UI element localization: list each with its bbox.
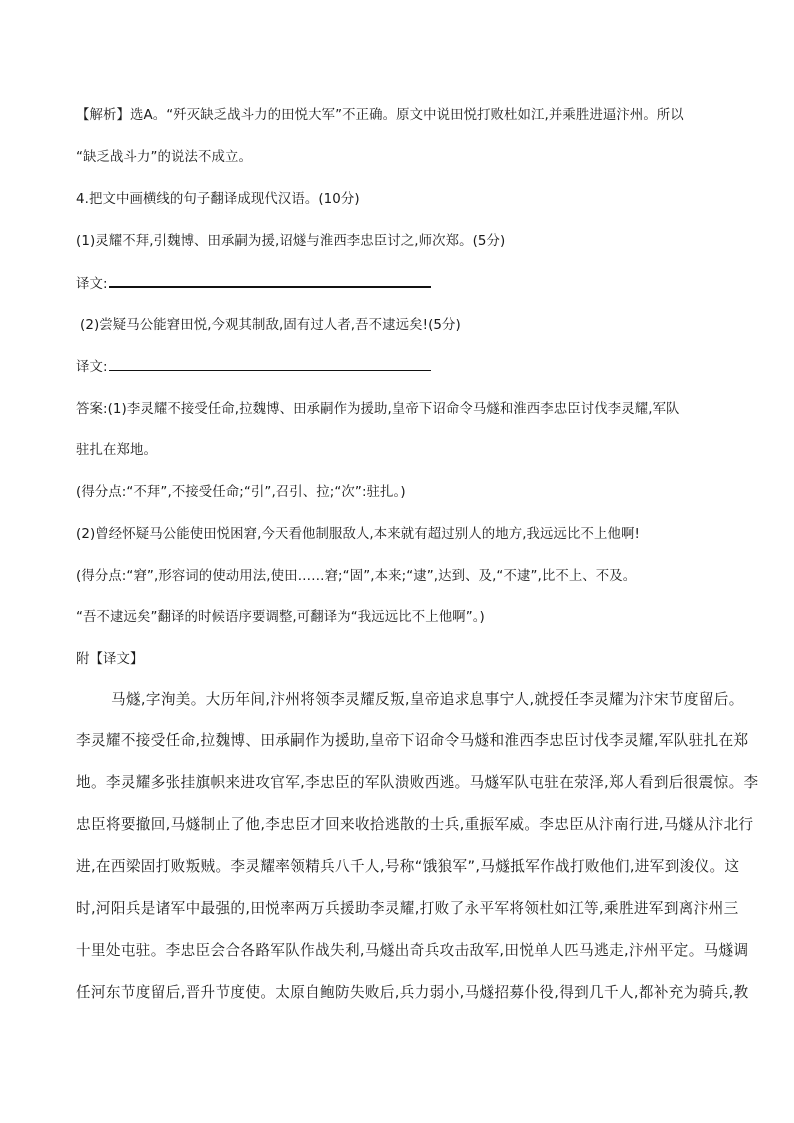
question-4-title: 4.把文中画横线的句子翻译成现代汉语。(10分)	[76, 192, 360, 207]
answer-line-2	[76, 358, 431, 378]
scoring-points-2-line-2: “吾不逮远矣”翻译的时候语序要调整,可翻译为“我远远比不上他啊”。)	[76, 610, 485, 625]
question-4-item-1: (1)灵耀不拜,引魏博、田承嗣为援,诏燧与淮西李忠臣讨之,师次郑。(5分)	[76, 234, 506, 249]
question-4-item-2: (2)尝疑马公能窘田悦,今观其制敌,固有过人者,吾不逮远矣!(5分)	[80, 318, 461, 333]
answer-text-line-2: 驻扎在郑地。	[76, 443, 157, 458]
translation-line: 任河东节度留后,晋升节度使。太原自鲍防失败后,兵力弱小,马燧招募仆役,得到几千人,都补充为骑兵,教	[76, 984, 749, 1001]
analysis-line-2: “缺乏战斗力”的说法不成立。	[76, 150, 252, 165]
answer-text-line-1: 答案:(1)李灵耀不接受任命,拉魏博、田承嗣作为援助,皇帝下诏命令马燧和淮西李忠臣讨伐李灵耀,军队	[76, 402, 680, 417]
translation-line: 进,在西梁固打败叛贼。李灵耀率领精兵八千人,号称“饿狼军”,马燧抵军作战打败他们,进军到浚仪。这	[76, 858, 740, 875]
answer-label-1: 译文:	[76, 277, 108, 292]
answer-blank-2	[109, 358, 431, 371]
answer-label-2: 译文:	[76, 360, 108, 375]
translation-line: 李灵耀不接受任命,拉魏博、田承嗣作为援助,皇帝下诏命令马燧和淮西李忠臣讨伐李灵耀,军队驻扎在郑	[76, 732, 749, 749]
scoring-points-2-line-1: (得分点:“窘”,形容词的使动用法,使田……窘;“固”,本来;“逮”,达到、及,“不逮”,比不上、不及。	[76, 569, 637, 584]
translation-line: 忠臣将要撤回,马燧制止了他,李忠臣才回来收拾逃散的士兵,重振军威。李忠臣从汴南行进,马燧从汴北行	[76, 816, 754, 833]
translation-line: 时,河阳兵是诸军中最强的,田悦率两万兵援助李灵耀,打败了永平军将领杜如江等,乘胜进军到离汴州三	[76, 900, 739, 917]
appendix-heading: 附【译文】	[76, 652, 144, 667]
analysis-line-1: 【解析】选A。“歼灭缺乏战斗力的田悦大军”不正确。原文中说田悦打败杜如江,并乘胜进逼汴州。所以	[76, 108, 684, 123]
answer-blank-1	[109, 274, 431, 288]
scoring-points-1: (得分点:“不拜”,不接受任命;“引”,召引、拉;“次”:驻扎。)	[76, 485, 406, 500]
translation-line: 马燧,字洵美。大历年间,汴州将领李灵耀反叛,皇帝追求息事宁人,就授任李灵耀为汴宋节度留后。	[111, 691, 744, 708]
answer-line-1	[76, 274, 431, 295]
translation-line: 地。李灵耀多张挂旗帜来进攻官军,李忠臣的军队溃败西逃。马燧军队屯驻在荥泽,郑人看到后很震惊。李	[76, 774, 759, 791]
translation-line: 十里处屯驻。李忠臣会合各路军队作战失利,马燧出奇兵攻击敌军,田悦单人匹马逃走,汴州平定。马燧调	[76, 942, 749, 959]
answer-text-line-3: (2)曾经怀疑马公能使田悦困窘,今天看他制服敌人,本来就有超过别人的地方,我远远比不上他啊!	[76, 527, 640, 542]
